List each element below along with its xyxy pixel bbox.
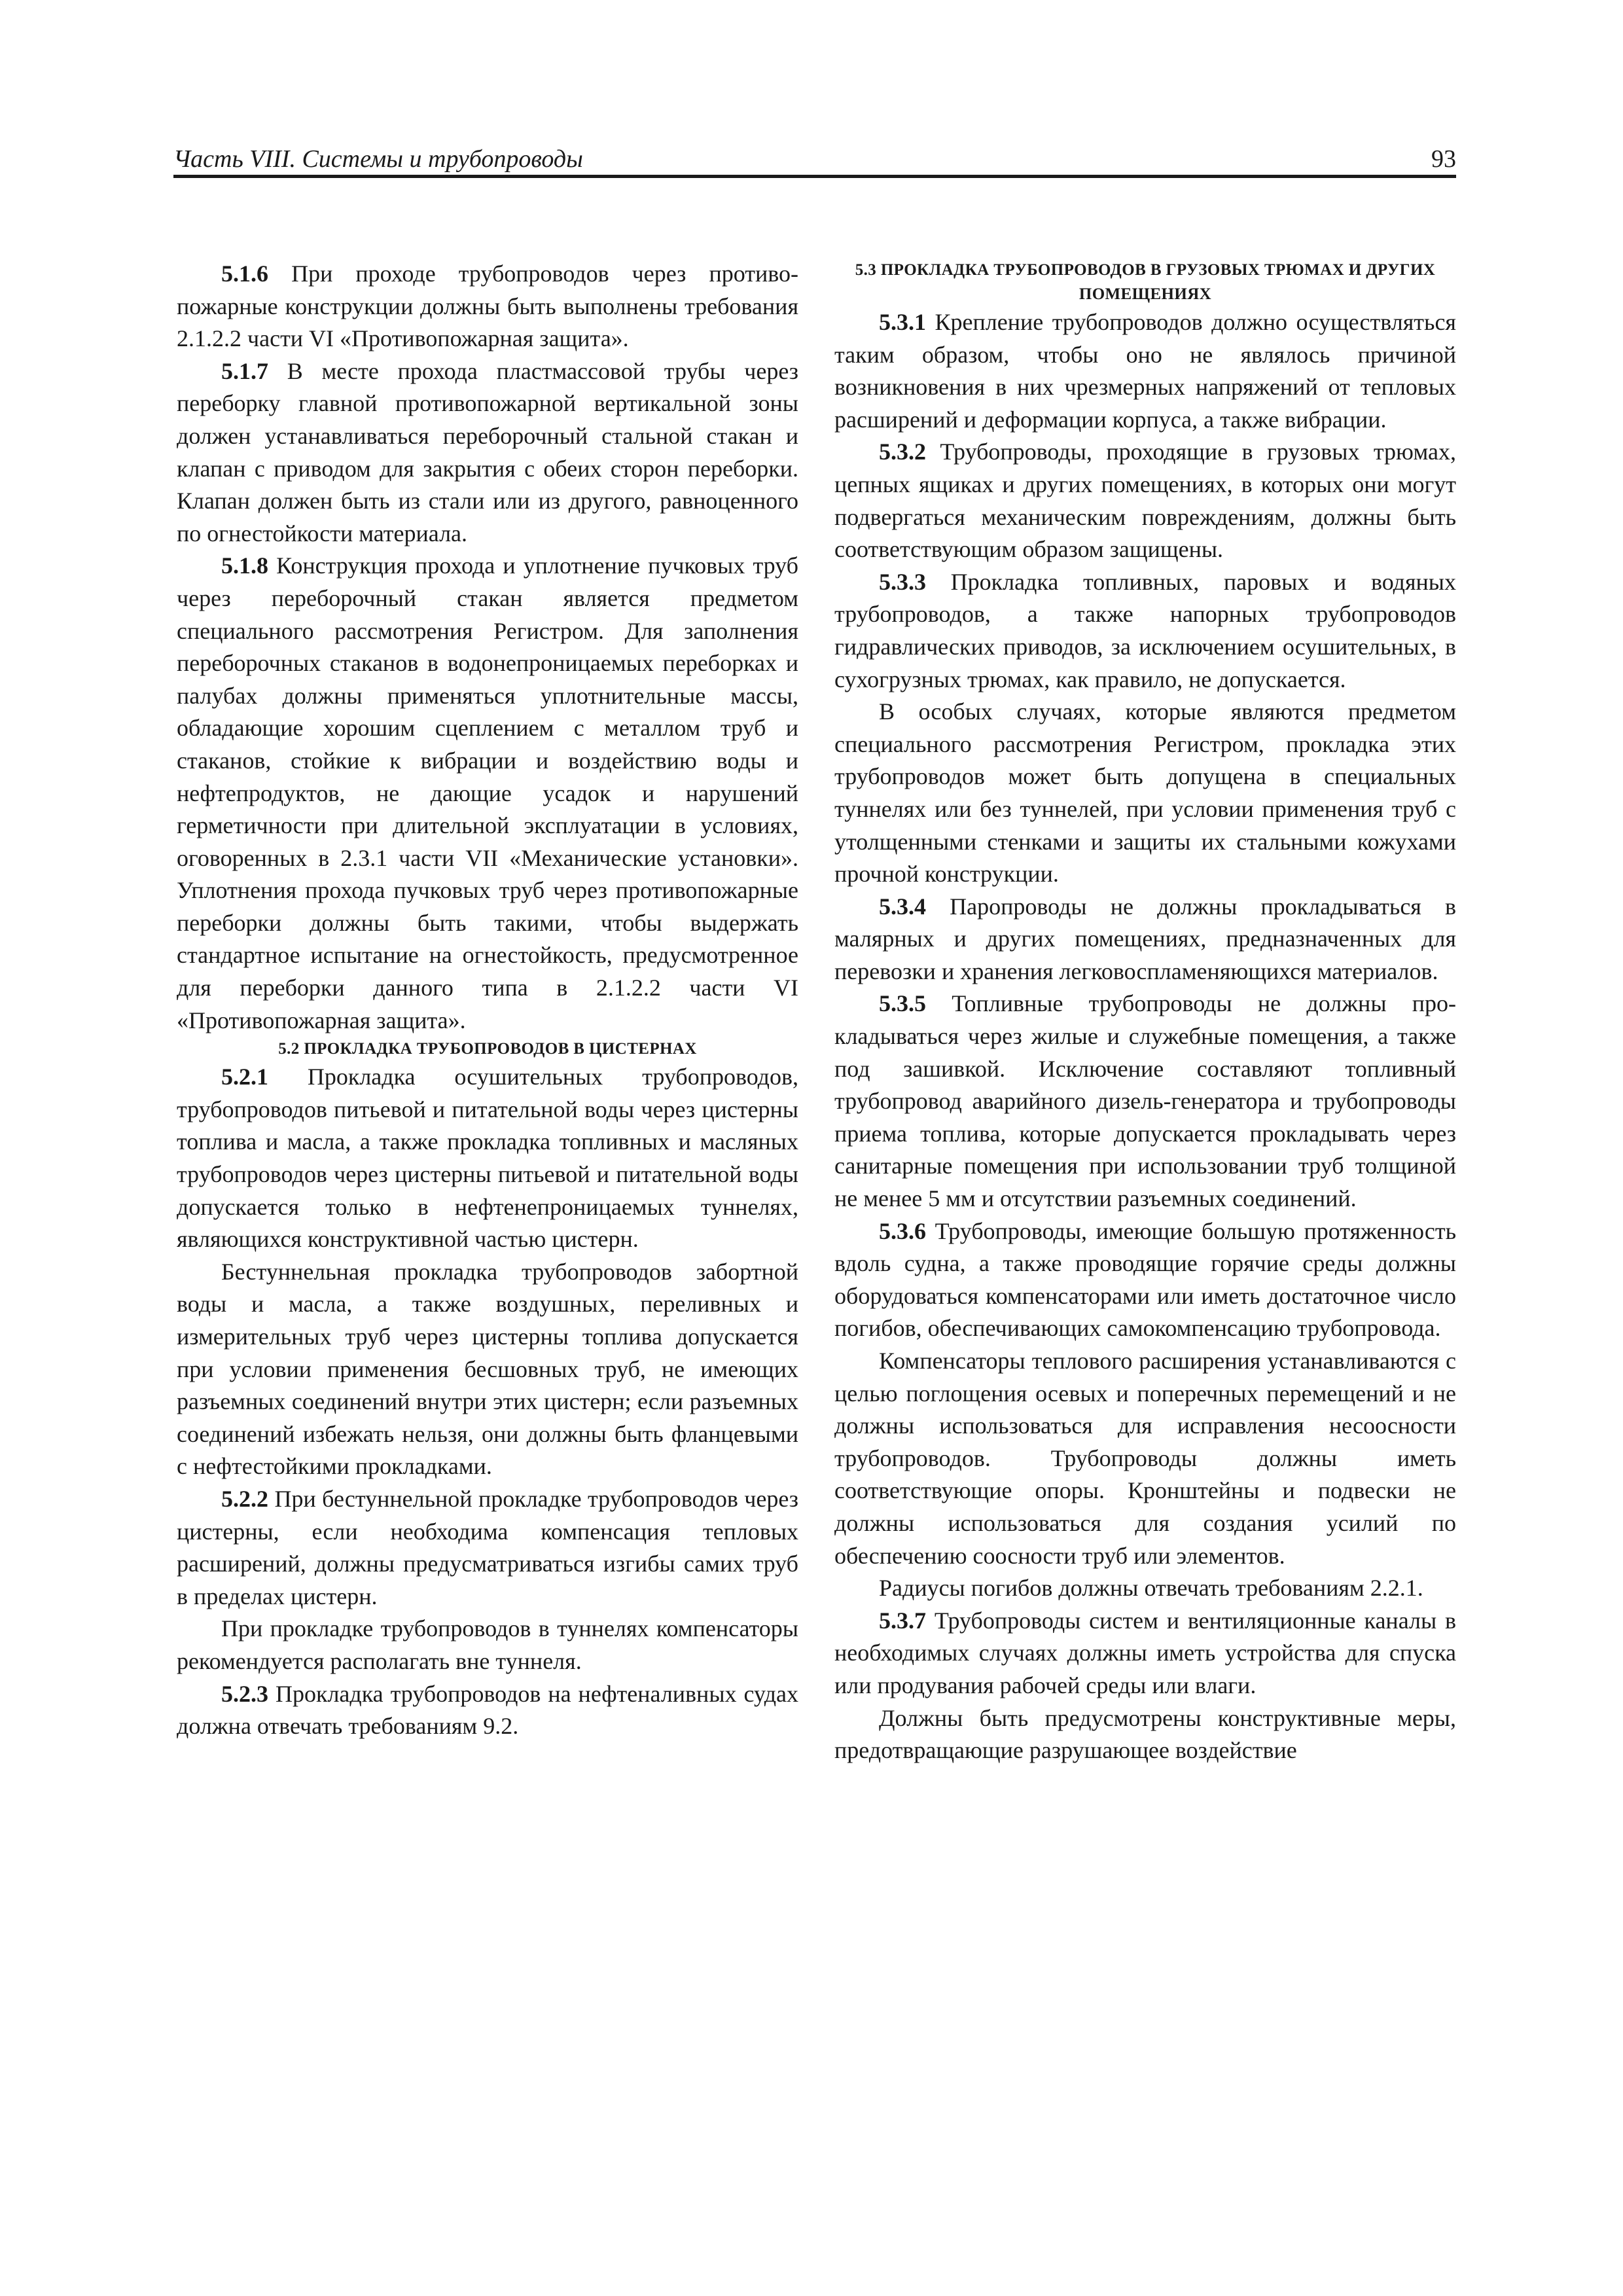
clause-text: При бестуннельной прокладке трубопроводов через цистерны, если необходима компенсация тепловых расширений, должны предусматриваться изгибы самих труб в пределах цистерн.	[177, 1485, 798, 1609]
paragraph: При прокладке трубопроводов в туннелях компенсаторы рекомендуется располагать вне туннеля.	[177, 1615, 798, 1674]
clause-text: Трубопроводы систем и вентиляционные каналы в необходимых случаях должны иметь устройства для спуска или продувания рабочей среды или влаги.	[834, 1607, 1456, 1698]
clause-5-3-5	[834, 988, 1456, 1215]
clause-5-2-2	[177, 1483, 798, 1613]
clause-5-3-6	[834, 1215, 1456, 1345]
clause-text: Трубопроводы, имеющие большую протяженность вдоль судна, а также проводящие горячие среды должны оборудоваться компенсаторами или иметь достаточное число погибов, обеспечивающих самокомпенсацию трубопровода.	[834, 1217, 1456, 1342]
clause-text: Трубопроводы, проходящие в грузовых трюмах, цепных ящиках и других помещениях, в которых они могут подвергаться механическим повреждениям, должны быть соответствующим образом защищены.	[834, 439, 1456, 563]
clause-5-3-7	[834, 1605, 1456, 1702]
clause-text: Конструкция прохода и уплотнение пучковых труб через переборочный стакан является предметом специального рассмотрения Регистром. Для заполнения переборочных стаканов в водонепроницаемых переборках и палубах должны применяться уплотнительные массы, обладающие хорошим сцеплением с металлом труб и стаканов, стойкие к вибрации и воздействию воды и нефтепродуктов, не дающие усадок и нарушений герметичности при длительной эксплуатации в условиях, оговоренных в 2.3.1 части VII «Механические установки». Уплотнения прохода пучковых труб через противопожарные переборки должны быть такими, чтобы выдержать стандартное испытание на огнестойкость, предусмотренное для переборки данного типа в 2.1.2.2 части VI «Противопожарная защита».	[177, 552, 798, 1033]
page-header	[173, 141, 1456, 178]
paragraph: В особых случаях, которые являются предметом специального рассмотрения Регистром, прокладка этих трубопроводов может быть допущена в специальных туннелях или без туннелей, при условии применения труб с утолщенными стенками и защиты их стальными кожухами прочной конструкции.	[834, 698, 1456, 888]
clause-5-3-1	[834, 306, 1456, 436]
section-heading-5-2: 5.2 ПРОКЛАДКА ТРУБОПРОВОДОВ В ЦИСТЕРНАХ	[278, 1040, 697, 1058]
clause-5-3-4	[834, 891, 1456, 988]
clause-number: 5.3.7	[879, 1607, 926, 1634]
clause-text: Крепление трубопроводов должно осуществляться таким образом, чтобы оно не являлось причиной возникновения в них чрезмерных напряжений от тепловых расширений и деформации корпуса, а также вибрации.	[834, 309, 1456, 433]
clause-text: Прокладка трубопроводов на нефтеналивных судах должна отвечать требованиям 9.2.	[177, 1680, 798, 1740]
clause-text: При проходе трубопроводов через противопожарные конструкции должны быть выполнены требования 2.1.2.2 части VI «Противопожарная защита».	[177, 260, 798, 352]
running-title: Часть VIII. Системы и трубопроводы	[173, 145, 583, 173]
left-column	[177, 258, 798, 1743]
clause-number: 5.1.7	[221, 357, 268, 384]
paragraph: Компенсаторы теплового расширения устанавливаются с целью поглощения осевых и поперечных перемещений и не должны использоваться для исправления несоосности трубопроводов. Трубопроводы должны иметь соответствующие опоры. Кронштейны и подвески не должны использоваться для создания усилий по обеспечению соосности труб или элементов.	[834, 1348, 1456, 1569]
clause-5-3-3	[834, 566, 1456, 696]
clause-5-3-2	[834, 436, 1456, 565]
clause-5-1-8	[177, 550, 798, 1037]
clause-number: 5.3.6	[879, 1217, 926, 1244]
clause-number: 5.3.2	[879, 439, 926, 465]
clause-5-2-3	[177, 1678, 798, 1743]
clause-5-1-7	[177, 355, 798, 550]
clause-text: Топливные трубопроводы не должны прокладываться через жилые и служебные помещения, а также под зашивкой. Исключение составляют топливный трубопровод аварийного дизель-генератора и трубопроводы приема топлива, которые допускается прокладывать через санитарные помещения при использовании труб толщиной не менее 5 мм и отсутствии разъемных соединений.	[834, 990, 1456, 1212]
clause-number: 5.1.6	[221, 260, 268, 287]
page-number: 93	[1431, 145, 1456, 173]
clause-number: 5.2.1	[221, 1064, 268, 1090]
clause-number: 5.1.8	[221, 552, 268, 579]
clause-5-2-1	[177, 1061, 798, 1256]
paragraph: Радиусы погибов должны отвечать требованиям 2.2.1.	[879, 1575, 1423, 1602]
clause-number: 5.3.5	[879, 990, 926, 1017]
clause-text: Паропроводы не должны прокладываться в малярных и других помещениях, предназначенных для перевозки и хранения легковоспламеняющихся материалов.	[834, 893, 1456, 984]
clause-number: 5.2.3	[221, 1680, 268, 1707]
section-heading-5-3: 5.3 ПРОКЛАДКА ТРУБОПРОВОДОВ В ГРУЗОВЫХ ТРЮМАХ И ДРУГИХ ПОМЕЩЕНИЯХ	[855, 261, 1436, 303]
clause-number: 5.3.3	[879, 568, 926, 595]
clause-text: Прокладка топливных, паровых и водяных трубопроводов, а также напорных трубопроводов гидравлических приводов, за исключением осушительных, в сухогрузных трюмах, как правило, не допускается.	[834, 568, 1456, 692]
paragraph: Должны быть предусмотрены конструктивные меры, предотвращающие разрушающее воздействие	[834, 1704, 1456, 1764]
clause-number: 5.3.1	[879, 309, 926, 335]
clause-number: 5.2.2	[221, 1485, 268, 1512]
clause-5-1-6	[177, 258, 798, 355]
header-rule	[173, 175, 1456, 178]
clause-number: 5.3.4	[879, 893, 926, 920]
clause-text: В месте прохода пластмассовой трубы через переборку главной противопожарной вертикальной зоны должен устанавливаться переборочный стальной стакан и клапан с приводом для закрытия с обеих сторон переборки. Клапан должен быть из стали или из другого, равноценного по огнестойкости материала.	[177, 357, 798, 547]
right-column	[834, 258, 1456, 1767]
paragraph: Бестуннельная прокладка трубопроводов забортной воды и масла, а также воздушных, переливных и измерительных труб через цистерны топлива допускается при условии применения бесшовных труб, не имеющих разъемных соединений внутри этих цистерн; если разъемных соединений избежать нельзя, они должны быть фланцевыми с нефтестойкими прокладками.	[177, 1258, 798, 1480]
clause-text: Прокладка осушительных трубопроводов, трубопроводов питьевой и питательной воды через цистерны топлива и масла, а также прокладка топливных и масляных трубопроводов через цистерны питьевой и питательной воды допускается только в нефтенепроницаемых туннелях, являющихся конструктивной частью цистерн.	[177, 1064, 798, 1253]
